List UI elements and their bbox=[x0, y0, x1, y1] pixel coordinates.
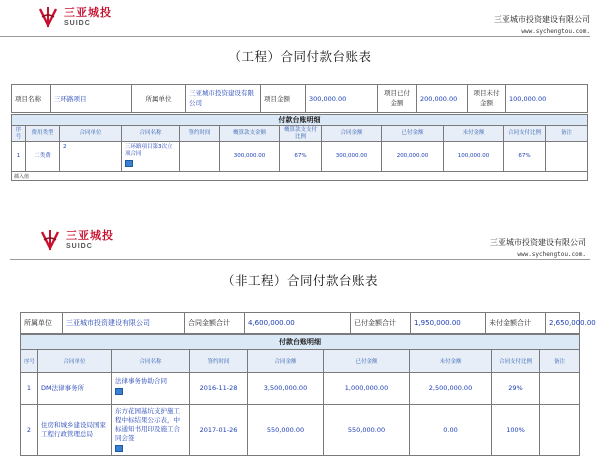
cell-ratio: 67% bbox=[504, 142, 546, 172]
company-name: 三亚城市投资建设有限公司 bbox=[490, 238, 586, 247]
cell-contract-amount: 550,000.00 bbox=[248, 405, 324, 456]
company-name: 三亚城市投资建设有限公司 bbox=[494, 15, 590, 24]
project-amount-label: 项目金额 bbox=[261, 85, 306, 113]
unit-value[interactable]: 三亚城市投资建设有限公司 bbox=[186, 85, 261, 113]
cell-type: 二类费 bbox=[26, 142, 60, 172]
cell-date: 2017-01-26 bbox=[190, 405, 248, 456]
cell-contract-amount: 300,000.00 bbox=[322, 142, 382, 172]
logo-chinese: 三亚城投 bbox=[64, 6, 112, 19]
unit-value[interactable]: 三亚城市投资建设有限公司 bbox=[63, 313, 185, 334]
col-header: 签约时间 bbox=[190, 350, 248, 373]
cell-date: 2016-11-28 bbox=[190, 373, 248, 405]
cell-note bbox=[540, 405, 580, 456]
company-logo bbox=[36, 5, 112, 29]
col-header: 合同金额 bbox=[322, 126, 382, 142]
col-header: 费用类型 bbox=[26, 126, 60, 142]
col-header: 合同金额 bbox=[248, 350, 324, 373]
project-name-value[interactable]: 三环路项目 bbox=[51, 85, 132, 113]
unit-label: 所属单位 bbox=[21, 313, 63, 334]
cell-budget-ratio: 67% bbox=[280, 142, 322, 172]
cell-unit[interactable]: 2 bbox=[60, 142, 122, 172]
unpaid-total-value: 2,650,000.00 bbox=[546, 313, 580, 334]
attachment-icon[interactable] bbox=[125, 160, 133, 167]
col-header: 备注 bbox=[540, 350, 580, 373]
cell-contract-name[interactable]: 三环路项目第3次立项合同 bbox=[125, 144, 173, 158]
table-row bbox=[21, 373, 580, 405]
ledger-section-title: 付款台账明细 bbox=[12, 115, 588, 126]
col-header: 合同单位 bbox=[38, 350, 112, 373]
cell-contract-amount: 3,500,000.00 bbox=[248, 373, 324, 405]
cell-paid: 200,000.00 bbox=[382, 142, 444, 172]
col-header: 未付金额 bbox=[410, 350, 492, 373]
website: www.sychengtou.com. bbox=[521, 28, 590, 35]
col-header: 合同支付比例 bbox=[504, 126, 546, 142]
project-unpaid-label: 项目未付金额 bbox=[468, 85, 506, 113]
total-value: 4,600,000.00 bbox=[245, 313, 351, 334]
cell-unpaid: 0.00 bbox=[410, 405, 492, 456]
project-unpaid-value: 100,000.00 bbox=[506, 85, 588, 113]
cell-unit[interactable]: 住房和城乡建设局国家工程行政管理总局 bbox=[38, 405, 112, 456]
project-paid-value: 200,000.00 bbox=[417, 85, 468, 113]
col-header: 概算款支支付比例 bbox=[280, 126, 322, 142]
col-header: 签约时间 bbox=[180, 126, 220, 142]
col-header: 序号 bbox=[21, 350, 38, 373]
page-title: （工程）合同付款台账表 bbox=[228, 49, 372, 64]
cell-date bbox=[180, 142, 220, 172]
logo-mark-icon bbox=[38, 228, 62, 252]
col-header: 备注 bbox=[546, 126, 588, 142]
cell-contract-name[interactable]: 东方花园基坑支护施工程中标结果公示表，中标通知书用印及施工合同会签 bbox=[115, 407, 180, 443]
attachment-icon[interactable] bbox=[115, 388, 123, 395]
project-amount-value: 300,000.00 bbox=[306, 85, 378, 113]
col-header: 合同单位 bbox=[60, 126, 122, 142]
col-header: 未付金额 bbox=[444, 126, 504, 142]
project-name-label: 项目名称 bbox=[12, 85, 51, 113]
paid-total-label: 已付金额合计 bbox=[351, 313, 411, 334]
cell-unit[interactable]: DM法律事务所 bbox=[38, 373, 112, 405]
cell-note bbox=[546, 142, 588, 172]
company-logo bbox=[38, 228, 114, 252]
logo-english: SUIDC bbox=[66, 242, 93, 250]
cell-note bbox=[540, 373, 580, 405]
cell-no: 1 bbox=[21, 373, 38, 405]
header-divider bbox=[0, 36, 590, 37]
payment-ledger-table-engineering bbox=[11, 114, 588, 181]
logo-chinese: 三亚城投 bbox=[66, 229, 114, 242]
total-label: 合同金额合计 bbox=[185, 313, 245, 334]
ledger-section-title: 付款台账明细 bbox=[21, 335, 580, 350]
col-header: 合同支付比例 bbox=[492, 350, 540, 373]
page-title: （非工程）合同付款台账表 bbox=[221, 273, 378, 288]
col-header: 已付金额 bbox=[382, 126, 444, 142]
paid-total-value: 1,950,000.00 bbox=[411, 313, 486, 334]
col-header: 已付金额 bbox=[324, 350, 410, 373]
col-header: 序号 bbox=[12, 126, 26, 142]
unpaid-total-label: 未付金额合计 bbox=[486, 313, 546, 334]
col-header: 概算款支金额 bbox=[220, 126, 280, 142]
table-row bbox=[12, 142, 588, 172]
col-header: 合同名称 bbox=[112, 350, 190, 373]
header-divider bbox=[10, 259, 590, 260]
cell-ratio: 29% bbox=[492, 373, 540, 405]
website: www.sychengtou.com. bbox=[517, 251, 586, 258]
logo-mark-icon bbox=[36, 5, 60, 29]
cell-no: 2 bbox=[21, 405, 38, 456]
col-header: 合同名称 bbox=[122, 126, 180, 142]
cell-no: 1 bbox=[12, 142, 26, 172]
cell-ratio: 100% bbox=[492, 405, 540, 456]
table-row bbox=[21, 405, 580, 456]
cell-contract-name[interactable]: 法律事务协助合同 bbox=[115, 377, 167, 385]
cell-unpaid: 100,000.00 bbox=[444, 142, 504, 172]
unit-label: 所属单位 bbox=[132, 85, 186, 113]
project-info-table bbox=[11, 84, 588, 113]
attachment-icon[interactable] bbox=[115, 445, 123, 452]
logo-english: SUIDC bbox=[64, 19, 91, 27]
cell-paid: 550,000.00 bbox=[324, 405, 410, 456]
cell-paid: 1,000,000.00 bbox=[324, 373, 410, 405]
insert-row[interactable]: 插入值 bbox=[12, 172, 588, 181]
cell-unpaid: 2,500,000.00 bbox=[410, 373, 492, 405]
cell-budget: 300,000.00 bbox=[220, 142, 280, 172]
summary-info-table bbox=[20, 312, 596, 334]
project-paid-label: 项目已付金额 bbox=[378, 85, 417, 113]
payment-ledger-table-non-engineering bbox=[20, 334, 580, 456]
